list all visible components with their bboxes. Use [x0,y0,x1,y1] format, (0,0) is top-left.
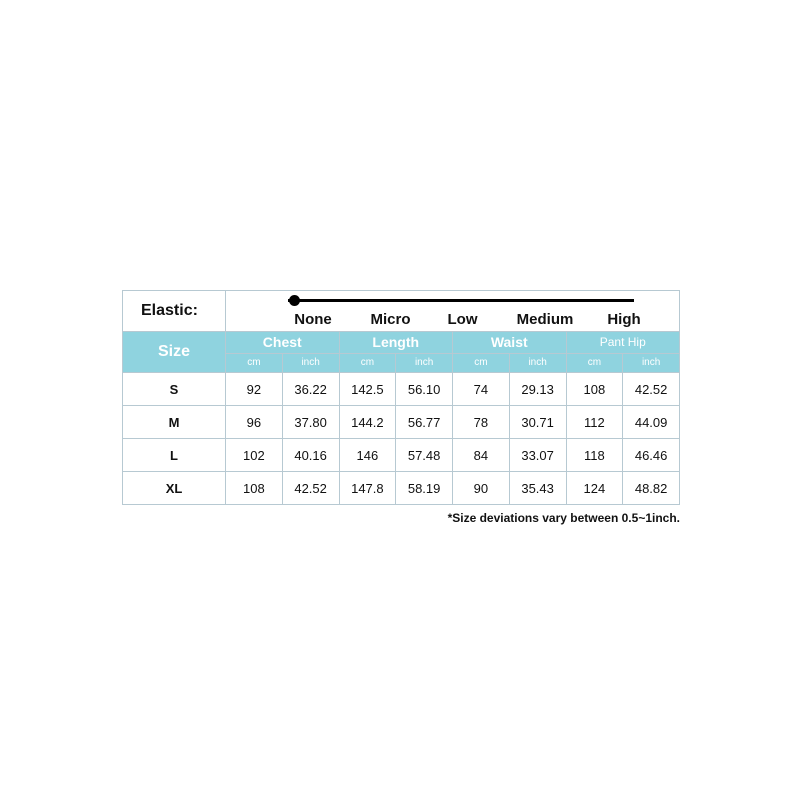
table-cell: 35.43 [509,472,566,505]
table-cell: 48.82 [623,472,680,505]
table-cell: 142.5 [339,373,396,406]
table-cell: 108 [566,373,623,406]
table-cell: 96 [226,406,283,439]
table-cell: 36.22 [282,373,339,406]
size-cell: L [123,439,226,472]
unit-header: inch [282,353,339,372]
size-deviation-note: *Size deviations vary between 0.5~1inch. [447,511,680,525]
table-cell: 124 [566,472,623,505]
measure-header-length: Length [339,332,453,354]
table-cell: 118 [566,439,623,472]
unit-header: cm [226,353,283,372]
table-cell: 144.2 [339,406,396,439]
elastic-scale [226,291,680,332]
size-header: Size [123,332,226,373]
table-cell: 42.52 [282,472,339,505]
table-row [123,373,680,406]
measure-header-row [123,332,680,354]
elastic-level-high: High [607,311,641,328]
table-cell: 58.19 [396,472,453,505]
table-cell: 92 [226,373,283,406]
size-cell: XL [123,472,226,505]
elastic-level-medium: Medium [516,311,574,328]
table-cell: 102 [226,439,283,472]
table-cell: 37.80 [282,406,339,439]
table-cell: 33.07 [509,439,566,472]
size-table [122,290,680,505]
elastic-level-none: None [294,311,332,328]
table-row [123,406,680,439]
table-cell: 44.09 [623,406,680,439]
table-cell: 90 [453,472,510,505]
measure-header-pant-hip: Pant Hip [566,332,680,354]
table-cell: 57.48 [396,439,453,472]
table-cell: 56.77 [396,406,453,439]
elastic-label: Elastic: [123,291,226,332]
table-cell: 56.10 [396,373,453,406]
table-cell: 147.8 [339,472,396,505]
unit-header: cm [566,353,623,372]
elastic-level-low: Low [447,311,478,328]
table-cell: 29.13 [509,373,566,406]
elastic-level-micro: Micro [370,311,411,328]
measure-header-chest: Chest [226,332,340,354]
unit-header: inch [396,353,453,372]
table-cell: 108 [226,472,283,505]
elastic-row [123,291,680,332]
table-cell: 78 [453,406,510,439]
elastic-selected-marker [289,295,300,306]
measure-header-waist: Waist [453,332,567,354]
unit-header: inch [623,353,680,372]
table-row [123,439,680,472]
table-cell: 30.71 [509,406,566,439]
table-cell: 112 [566,406,623,439]
elastic-levels [274,311,654,328]
table-cell: 46.46 [623,439,680,472]
size-cell: S [123,373,226,406]
size-cell: M [123,406,226,439]
table-cell: 42.52 [623,373,680,406]
table-cell: 84 [453,439,510,472]
unit-header: inch [509,353,566,372]
elastic-scale-line [288,299,634,302]
size-chart [122,290,680,525]
table-cell: 74 [453,373,510,406]
unit-header: cm [339,353,396,372]
table-cell: 40.16 [282,439,339,472]
unit-header: cm [453,353,510,372]
table-row [123,472,680,505]
table-cell: 146 [339,439,396,472]
